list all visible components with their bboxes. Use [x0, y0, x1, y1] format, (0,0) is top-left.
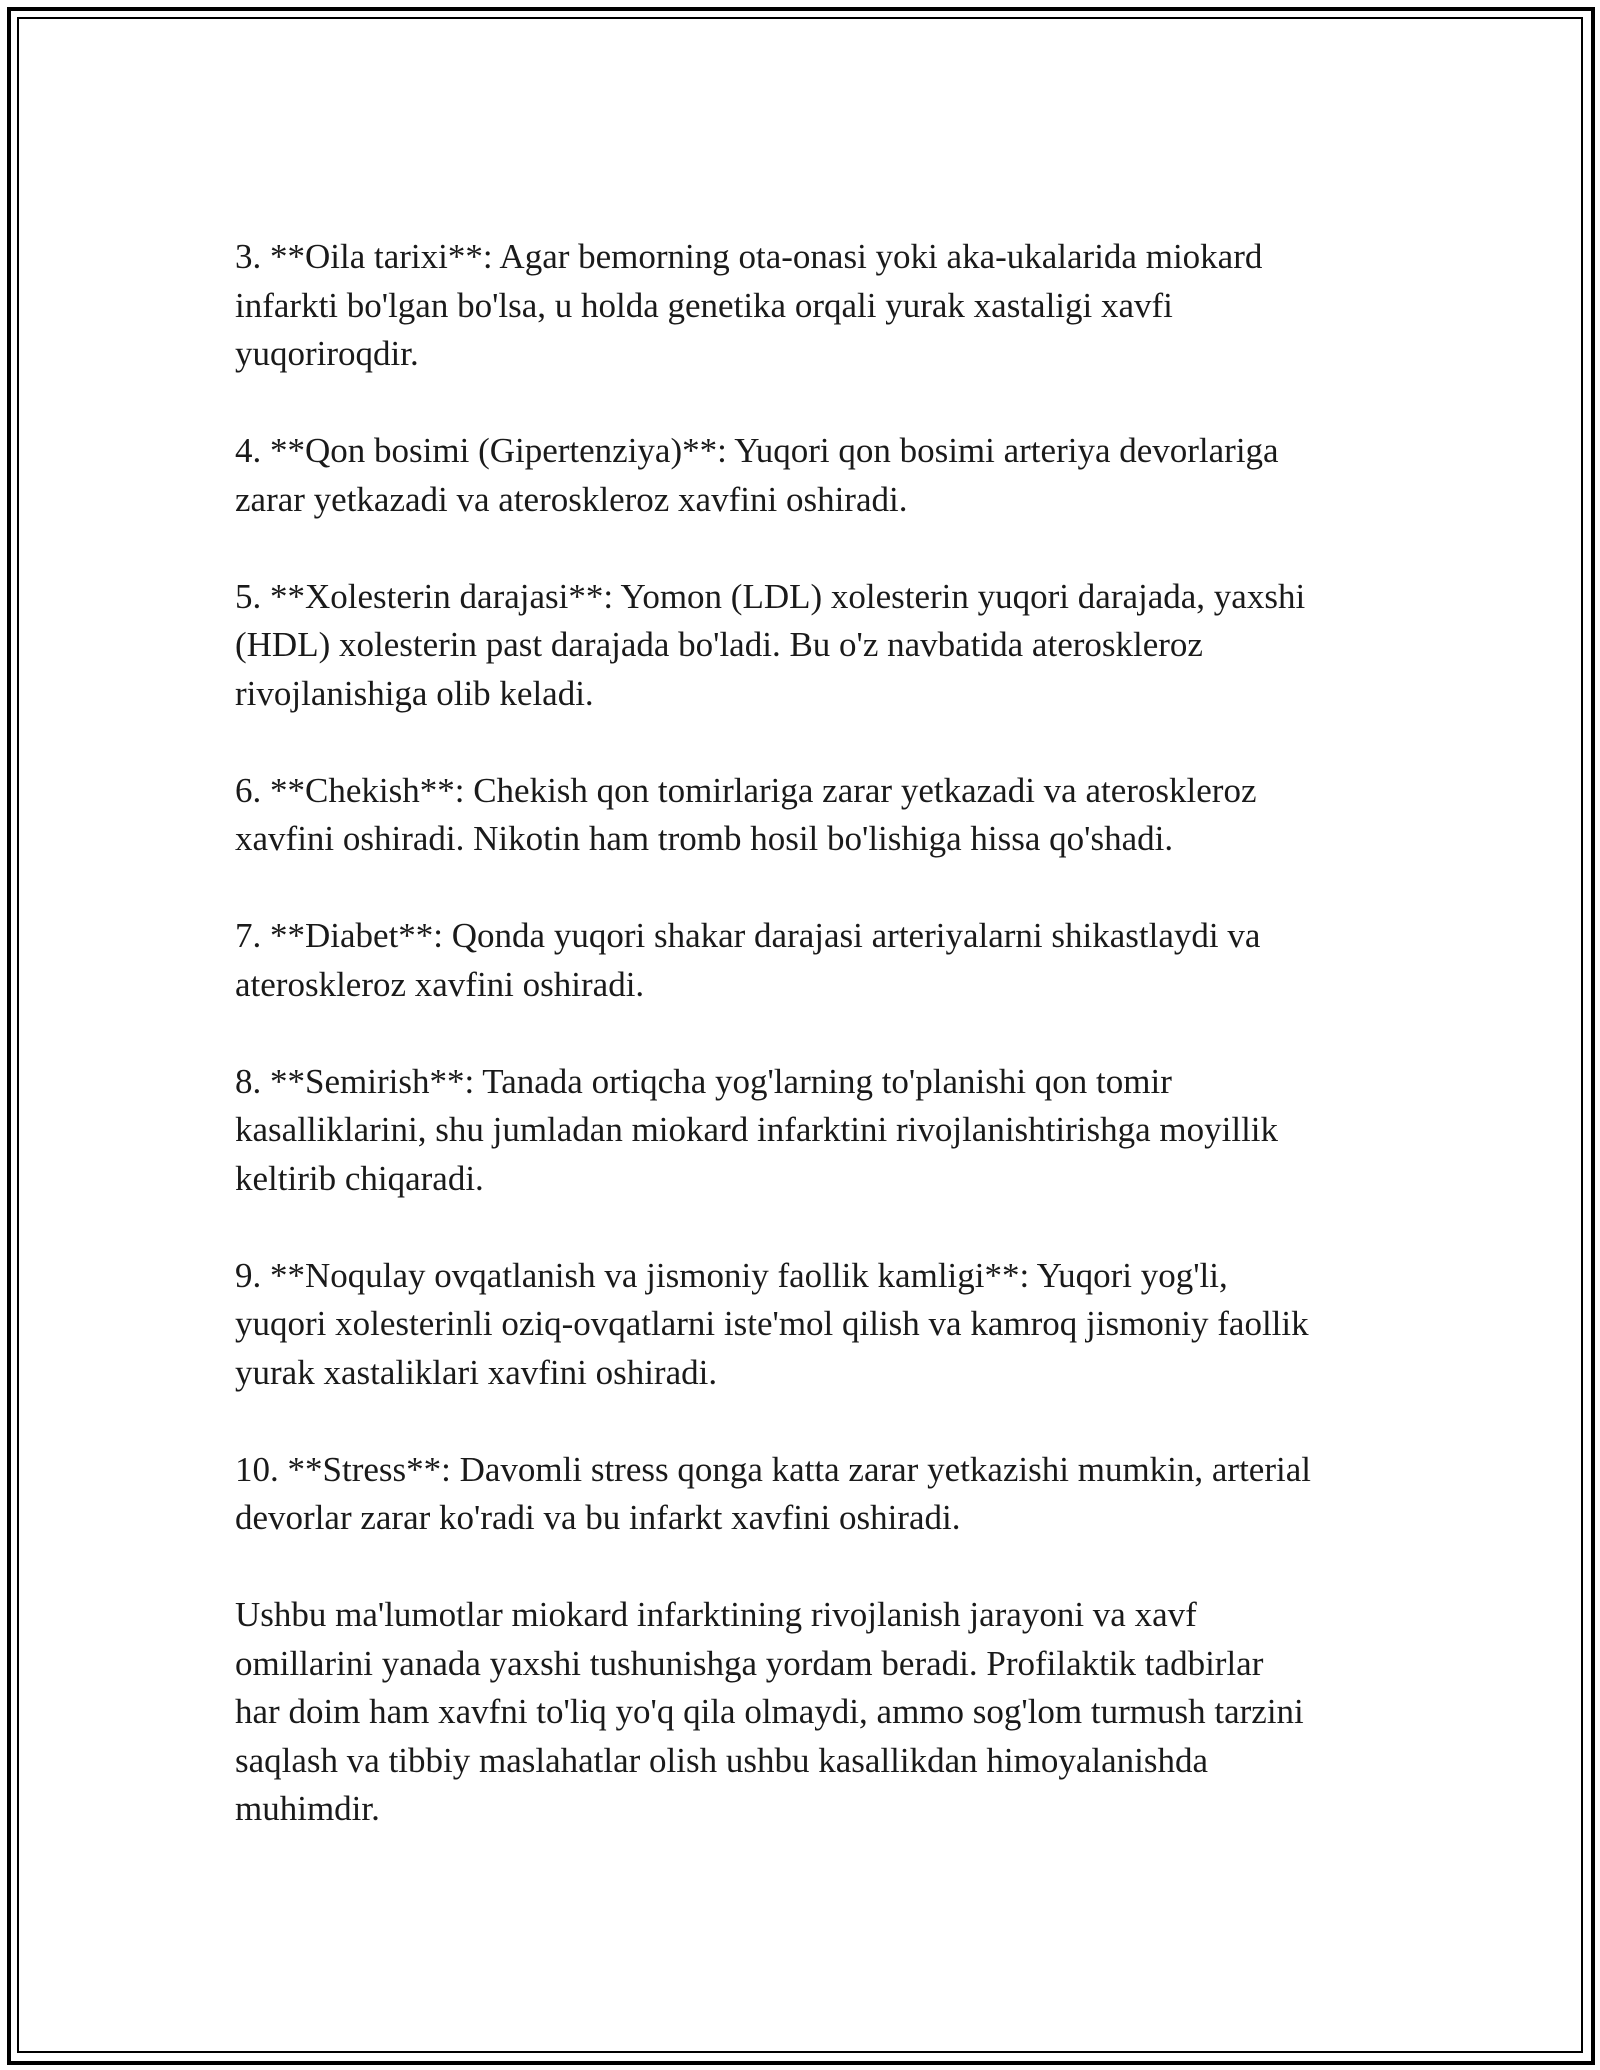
list-item-stress: 10. **Stress**: Davomli stress qonga katta zarar yetkazishi mumkin, arterial devorlar zarar ko'radi va bu infarkt xavfini oshiradi. [235, 1449, 1311, 1537]
list-item-diabetes: 7. **Diabet**: Qonda yuqori shakar darajasi arteriyalarni shikastlaydi va ateroskleroz xavfini oshiradi. [235, 916, 1261, 1004]
conclusion-paragraph: Ushbu ma'lumotlar miokard infarktining rivojlanish jarayoni va xavf omillarini yanada yaxshi tushunishga yordam beradi. Profilaktik tadbirlar har doim ham xavfni to'liq yo'q qila olmaydi, ammo sog'lom turmush tarzini saqlash va tibbiy maslahatlar olish ushbu kasallikdan himoyalanishda muhimdir. [235, 1595, 1304, 1828]
list-item-blood-pressure: 4. **Qon bosimi (Gipertenziya)**: Yuqori qon bosimi arteriya devorlariga zarar yetkazadi va ateroskleroz xavfini oshiradi. [235, 431, 1279, 519]
list-item-family-history: 3. **Oila tarixi**: Agar bemorning ota-onasi yoki aka-ukalarida miokard infarkti bo'lgan bo'lsa, u holda genetika orqali yurak xastaligi xavfi yuqoriroqdir. [235, 237, 1263, 373]
list-item-cholesterol: 5. **Xolesterin darajasi**: Yomon (LDL) xolesterin yuqori darajada, yaxshi (HDL) xolesterin past darajada bo'ladi. Bu o'z navbatida ateroskleroz rivojlanishiga olib keladi. [235, 576, 1306, 713]
document-body [235, 233, 1375, 1834]
list-item-diet-activity: 9. **Noqulay ovqatlanish va jismoniy faollik kamligi**: Yuqori yog'li, yuqori xolesterinli oziq-ovqatlarni iste'mol qilish va kamroq jismoniy faollik yurak xastaliklari xavfini oshiradi. [235, 1255, 1309, 1392]
list-item-obesity: 8. **Semirish**: Tanada ortiqcha yog'larning to'planishi qon tomir kasalliklarini, shu jumladan miokard infarktini rivojlanishtirishga moyillik keltirib chiqaradi. [235, 1061, 1279, 1198]
list-item-smoking: 6. **Chekish**: Chekish qon tomirlariga zarar yetkazadi va ateroskleroz xavfini oshiradi. Nikotin ham tromb hosil bo'lishiga hissa qo'shadi. [235, 770, 1257, 858]
